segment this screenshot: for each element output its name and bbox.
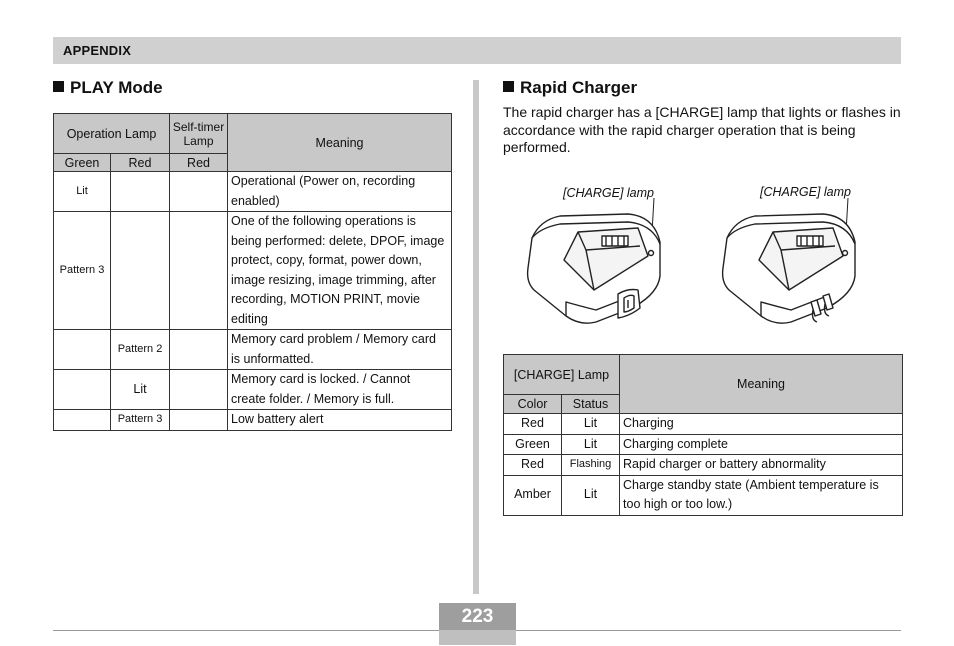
- meaning-cell: Rapid charger or battery abnormality: [620, 455, 903, 476]
- meaning-cell: Charging: [620, 414, 903, 435]
- table-row: [54, 212, 452, 330]
- green-cell: [54, 370, 111, 410]
- red-cell: Pattern 3: [111, 410, 170, 431]
- page-number-box: [439, 603, 516, 645]
- color-cell: Red: [504, 414, 562, 435]
- status-cell: Lit: [562, 434, 620, 455]
- table-row: [504, 414, 903, 435]
- status-subheader: Status: [562, 395, 620, 414]
- page-number: 223: [461, 606, 494, 627]
- self-timer-cell: [170, 370, 228, 410]
- green-cell: [54, 410, 111, 431]
- meaning-header: Meaning: [620, 355, 903, 414]
- color-cell: Amber: [504, 475, 562, 515]
- green-cell: Pattern 3: [54, 212, 111, 330]
- meaning-cell: Charge standby state (Ambient temperature is too high or too low.): [620, 475, 903, 515]
- meaning-header: Meaning: [228, 114, 452, 172]
- operation-lamp-header: Operation Lamp: [54, 114, 170, 154]
- green-cell: Lit: [54, 172, 111, 212]
- meaning-cell: Low battery alert: [228, 410, 452, 431]
- color-cell: Green: [504, 434, 562, 455]
- table-row: [54, 172, 452, 212]
- self-timer-lamp-header: Self-timer Lamp: [170, 114, 228, 154]
- rapid-charger-intro: The rapid charger has a [CHARGE] lamp that lights or flashes in accordance with the rapid charger operation that is being performed.: [503, 104, 901, 155]
- play-mode-heading: [53, 78, 163, 98]
- green-cell: [54, 330, 111, 370]
- section-header-bar: [53, 37, 901, 64]
- charge-lamp-label-left: [CHARGE] lamp: [563, 186, 654, 200]
- self-timer-cell: [170, 410, 228, 431]
- charge-lamp-header: [CHARGE] Lamp: [504, 355, 620, 395]
- page-number-box-lower: [439, 630, 516, 645]
- charger-illustration-right: [715, 198, 865, 330]
- status-cell: Lit: [562, 414, 620, 435]
- table-row: [54, 370, 452, 410]
- rapid-charger-heading: [503, 78, 637, 98]
- status-cell: Flashing: [562, 455, 620, 476]
- column-divider: [473, 80, 479, 594]
- charge-lamp-label-right: [CHARGE] lamp: [760, 185, 851, 199]
- status-cell: Lit: [562, 475, 620, 515]
- rapid-charger-table: [503, 354, 903, 516]
- play-mode-title: PLAY Mode: [70, 78, 163, 97]
- self-timer-cell: [170, 330, 228, 370]
- table-row: [54, 410, 452, 431]
- red-cell: Pattern 2: [111, 330, 170, 370]
- color-subheader: Color: [504, 395, 562, 414]
- square-bullet-icon: [53, 81, 64, 92]
- red-cell: Lit: [111, 370, 170, 410]
- meaning-cell: Memory card problem / Memory card is unformatted.: [228, 330, 452, 370]
- table-row: [54, 330, 452, 370]
- meaning-cell: One of the following operations is being performed: delete, DPOF, image protect, copy, format, power down, image resizing, image trimming, after recording, MOTION PRINT, movie editing: [228, 212, 452, 330]
- rapid-charger-title: Rapid Charger: [520, 78, 638, 97]
- play-mode-table: [53, 113, 452, 431]
- red-subheader: Red: [111, 154, 170, 172]
- red-cell: [111, 212, 170, 330]
- meaning-cell: Memory card is locked. / Cannot create folder. / Memory is full.: [228, 370, 452, 410]
- meaning-cell: Operational (Power on, recording enabled): [228, 172, 452, 212]
- green-subheader: Green: [54, 154, 111, 172]
- square-bullet-icon: [503, 81, 514, 92]
- table-row: [504, 455, 903, 476]
- table-row: [504, 434, 903, 455]
- charger-illustration-left: [520, 198, 670, 330]
- self-timer-red-subheader: Red: [170, 154, 228, 172]
- self-timer-cell: [170, 212, 228, 330]
- section-header-title: APPENDIX: [63, 43, 132, 58]
- color-cell: Red: [504, 455, 562, 476]
- table-row: [504, 475, 903, 515]
- meaning-cell: Charging complete: [620, 434, 903, 455]
- self-timer-cell: [170, 172, 228, 212]
- red-cell: [111, 172, 170, 212]
